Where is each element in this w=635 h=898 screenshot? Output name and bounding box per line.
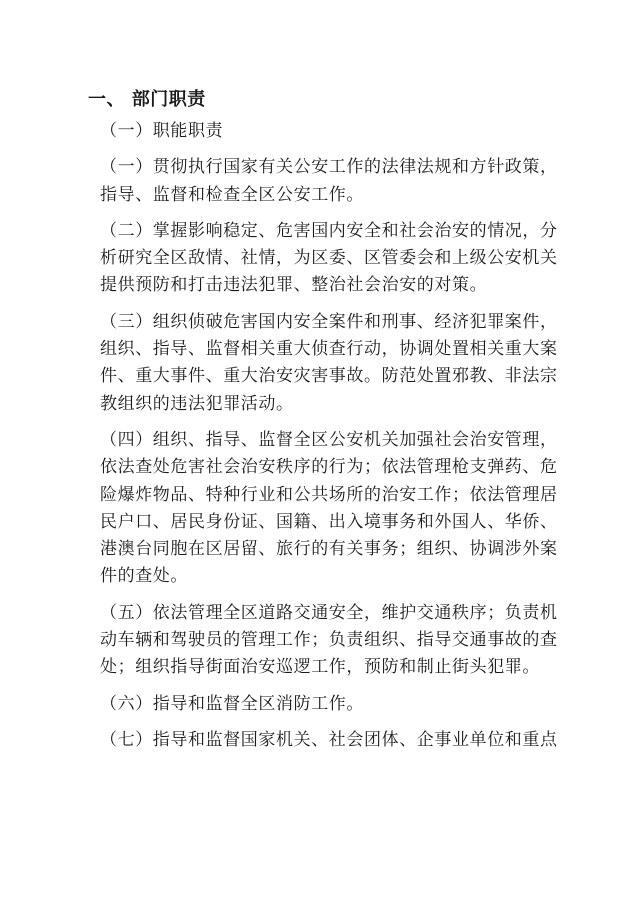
paragraph-item-2 xyxy=(100,218,560,300)
paragraph-item-6 xyxy=(100,691,560,718)
text-line: 险爆炸物品、特种行业和公共场所的治安工作；依法管理居 xyxy=(100,484,558,505)
text-line: （五）依法管理全区道路交通安全，维护交通秩序；负责机 xyxy=(100,602,558,623)
text-line: （六）指导和监督全区消防工作。 xyxy=(100,693,364,714)
text-line: 组织、指导、监督相关重大侦查行动，协调处置相关重大案 xyxy=(100,339,558,360)
text-line: （一）职能职责 xyxy=(100,121,224,141)
paragraph-item-3 xyxy=(100,309,560,418)
paragraph-item-7 xyxy=(100,727,560,754)
text-line: 析研究全区敌情、社情，为区委、区管委会和上级公安机关 xyxy=(100,248,558,269)
text-line: 指导、监督和检查全区公安工作。 xyxy=(100,184,364,205)
paragraph-item-1 xyxy=(100,154,560,209)
paragraph-item-5 xyxy=(100,600,560,682)
body-text xyxy=(100,118,560,763)
text-line: 教组织的违法犯罪活动。 xyxy=(100,393,294,414)
text-line: 件的查处。 xyxy=(100,566,188,587)
text-line: 民户口、居民身份证、国籍、出入境事务和外国人、华侨、 xyxy=(100,511,558,532)
text-line: （四）组织、指导、监督全区公安机关加强社会治安管理， xyxy=(100,429,558,450)
section-heading: 一、 部门职责 xyxy=(88,89,206,110)
text-line: （一）贯彻执行国家有关公安工作的法律法规和方针政策， xyxy=(100,157,558,178)
text-line: 提供预防和打击违法犯罪、整治社会治安的对策。 xyxy=(100,275,488,296)
text-line: 件、重大事件、重大治安灾害事故。防范处置邪教、非法宗 xyxy=(100,366,558,387)
text-line: （二）掌握影响稳定、危害国内安全和社会治安的情况，分 xyxy=(100,220,558,241)
text-line: 港澳台同胞在区居留、旅行的有关事务；组织、协调涉外案 xyxy=(100,539,558,560)
text-line: （七）指导和监督国家机关、社会团体、企事业单位和重点 xyxy=(100,729,558,750)
text-line: 依法查处危害社会治安秩序的行为；依法管理枪支弹药、危 xyxy=(100,457,558,478)
paragraph-item-4 xyxy=(100,427,560,591)
text-line: （三）组织侦破危害国内安全案件和刑事、经济犯罪案件， xyxy=(100,311,558,332)
paragraph-duties-subheading xyxy=(100,118,560,145)
text-line: 处；组织指导街面治安巡逻工作，预防和制止街头犯罪。 xyxy=(100,657,540,678)
text-line: 动车辆和驾驶员的管理工作；负责组织、指导交通事故的查 xyxy=(100,630,558,651)
